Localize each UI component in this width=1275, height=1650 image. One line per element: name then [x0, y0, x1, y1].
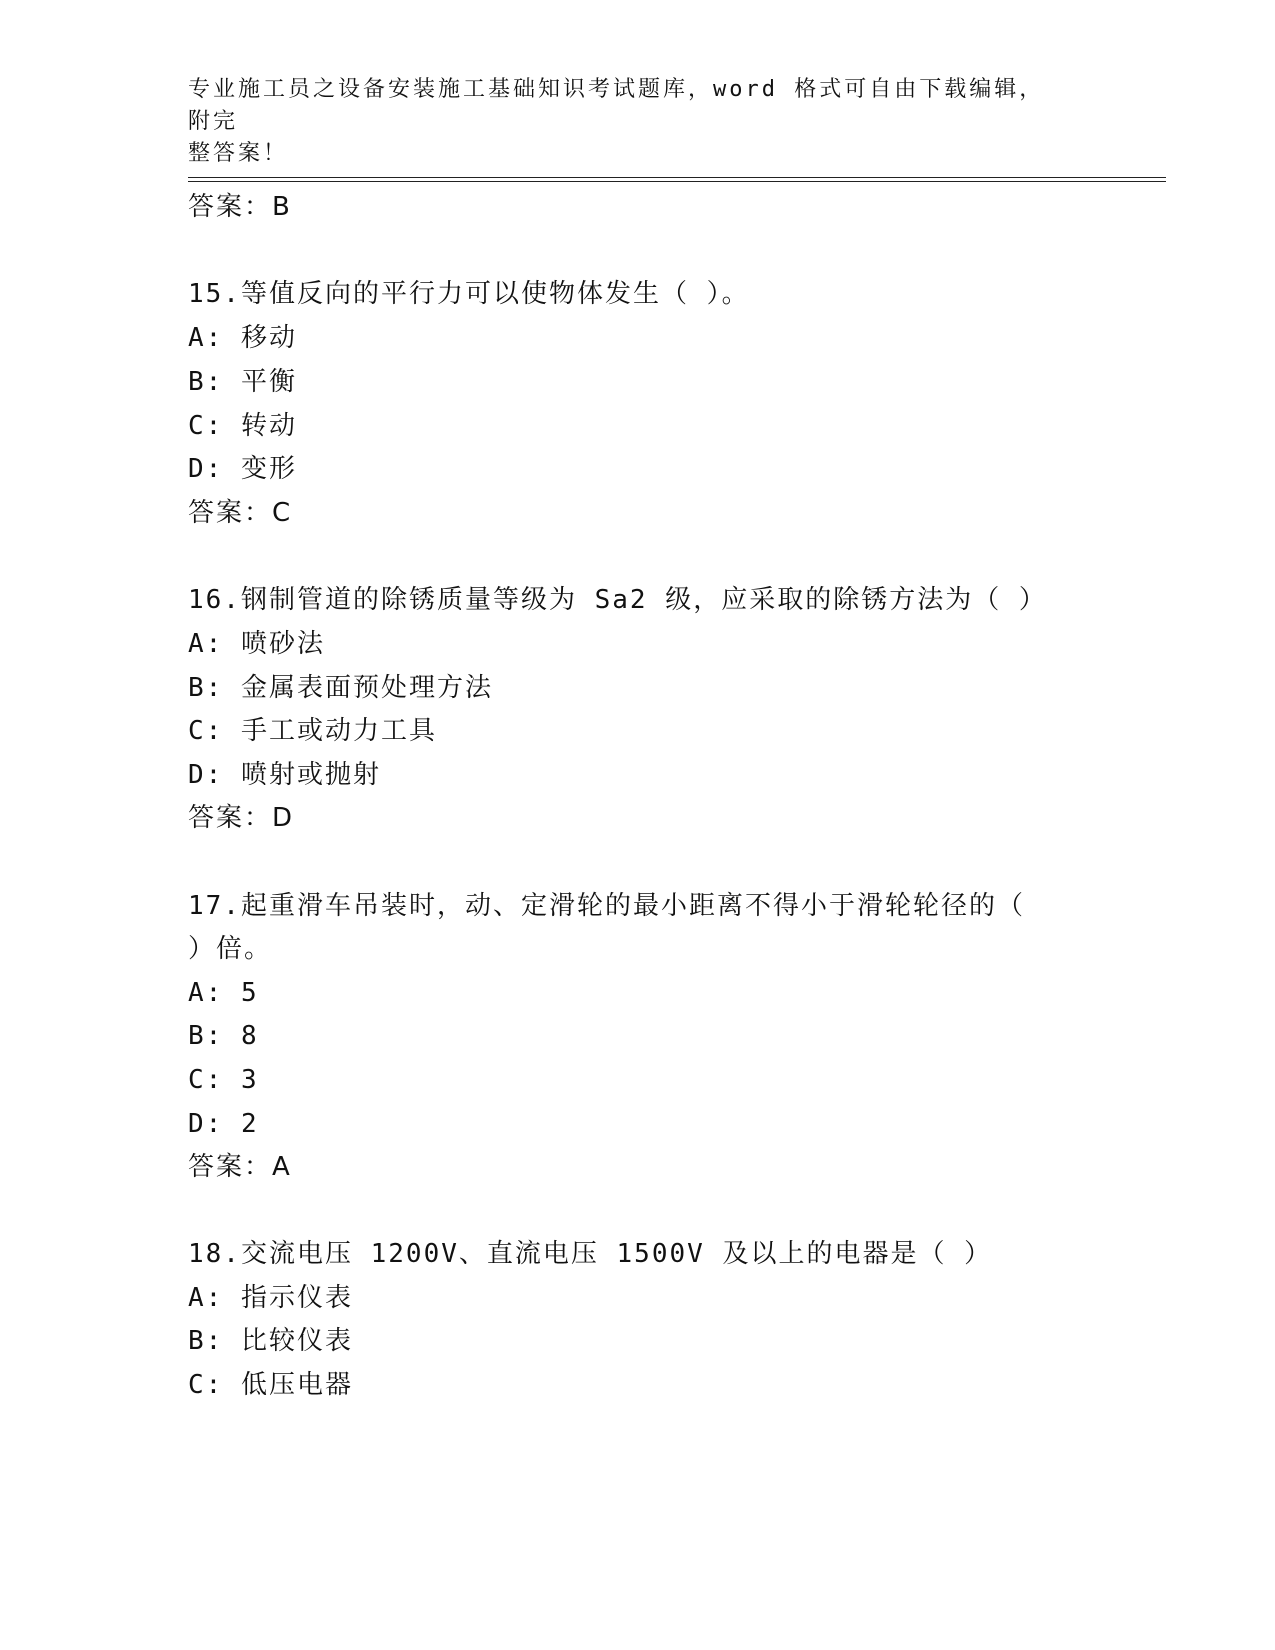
header-line-1: 专业施工员之设备安装施工基础知识考试题库，word 格式可自由下载编辑，附完 [188, 77, 1045, 134]
question-16-option-a: A: 喷砂法 [188, 629, 325, 659]
question-17-option-c: C: 3 [188, 1065, 259, 1095]
question-16-option-c: C: 手工或动力工具 [188, 716, 437, 746]
question-15-option-d: D: 变形 [188, 454, 297, 484]
question-16-option-d: D: 喷射或抛射 [188, 760, 381, 790]
question-15-answer: 答案：C [188, 498, 293, 528]
question-15-option-c: C: 转动 [188, 411, 297, 441]
question-16-option-b: B: 金属表面预处理方法 [188, 673, 493, 703]
question-15-stem: 15.等值反向的平行力可以使物体发生（ ）。 [188, 279, 750, 309]
question-17-stem: 17.起重滑车吊装时，动、定滑轮的最小距离不得小于滑轮轮径的（ [188, 891, 1025, 921]
answer-14: 答案：B [188, 192, 292, 222]
question-17-answer: 答案：A [188, 1152, 292, 1182]
question-16-answer: 答案：D [188, 803, 295, 833]
document-header [188, 74, 1068, 170]
header-rule-bottom [188, 181, 1166, 182]
question-15-option-b: B: 平衡 [188, 367, 297, 397]
question-18-option-a: A: 指示仪表 [188, 1283, 353, 1313]
question-17-option-d: D: 2 [188, 1109, 259, 1139]
question-17-option-a: A: 5 [188, 978, 259, 1008]
question-17-stem-continued: ）倍。 [188, 934, 273, 964]
question-18-option-b: B: 比较仪表 [188, 1326, 353, 1356]
question-15-option-a: A: 移动 [188, 323, 297, 353]
question-16-stem: 16.钢制管道的除锈质量等级为 Sa2 级，应采取的除锈方法为（ ） [188, 585, 1047, 615]
question-18-option-c: C: 低压电器 [188, 1370, 353, 1400]
header-line-2: 整答案！ [188, 141, 289, 166]
header-rule-top [188, 177, 1166, 178]
question-18-stem: 18.交流电压 1200V、直流电压 1500V 及以上的电器是（ ） [188, 1239, 993, 1269]
question-17-option-b: B: 8 [188, 1021, 259, 1051]
